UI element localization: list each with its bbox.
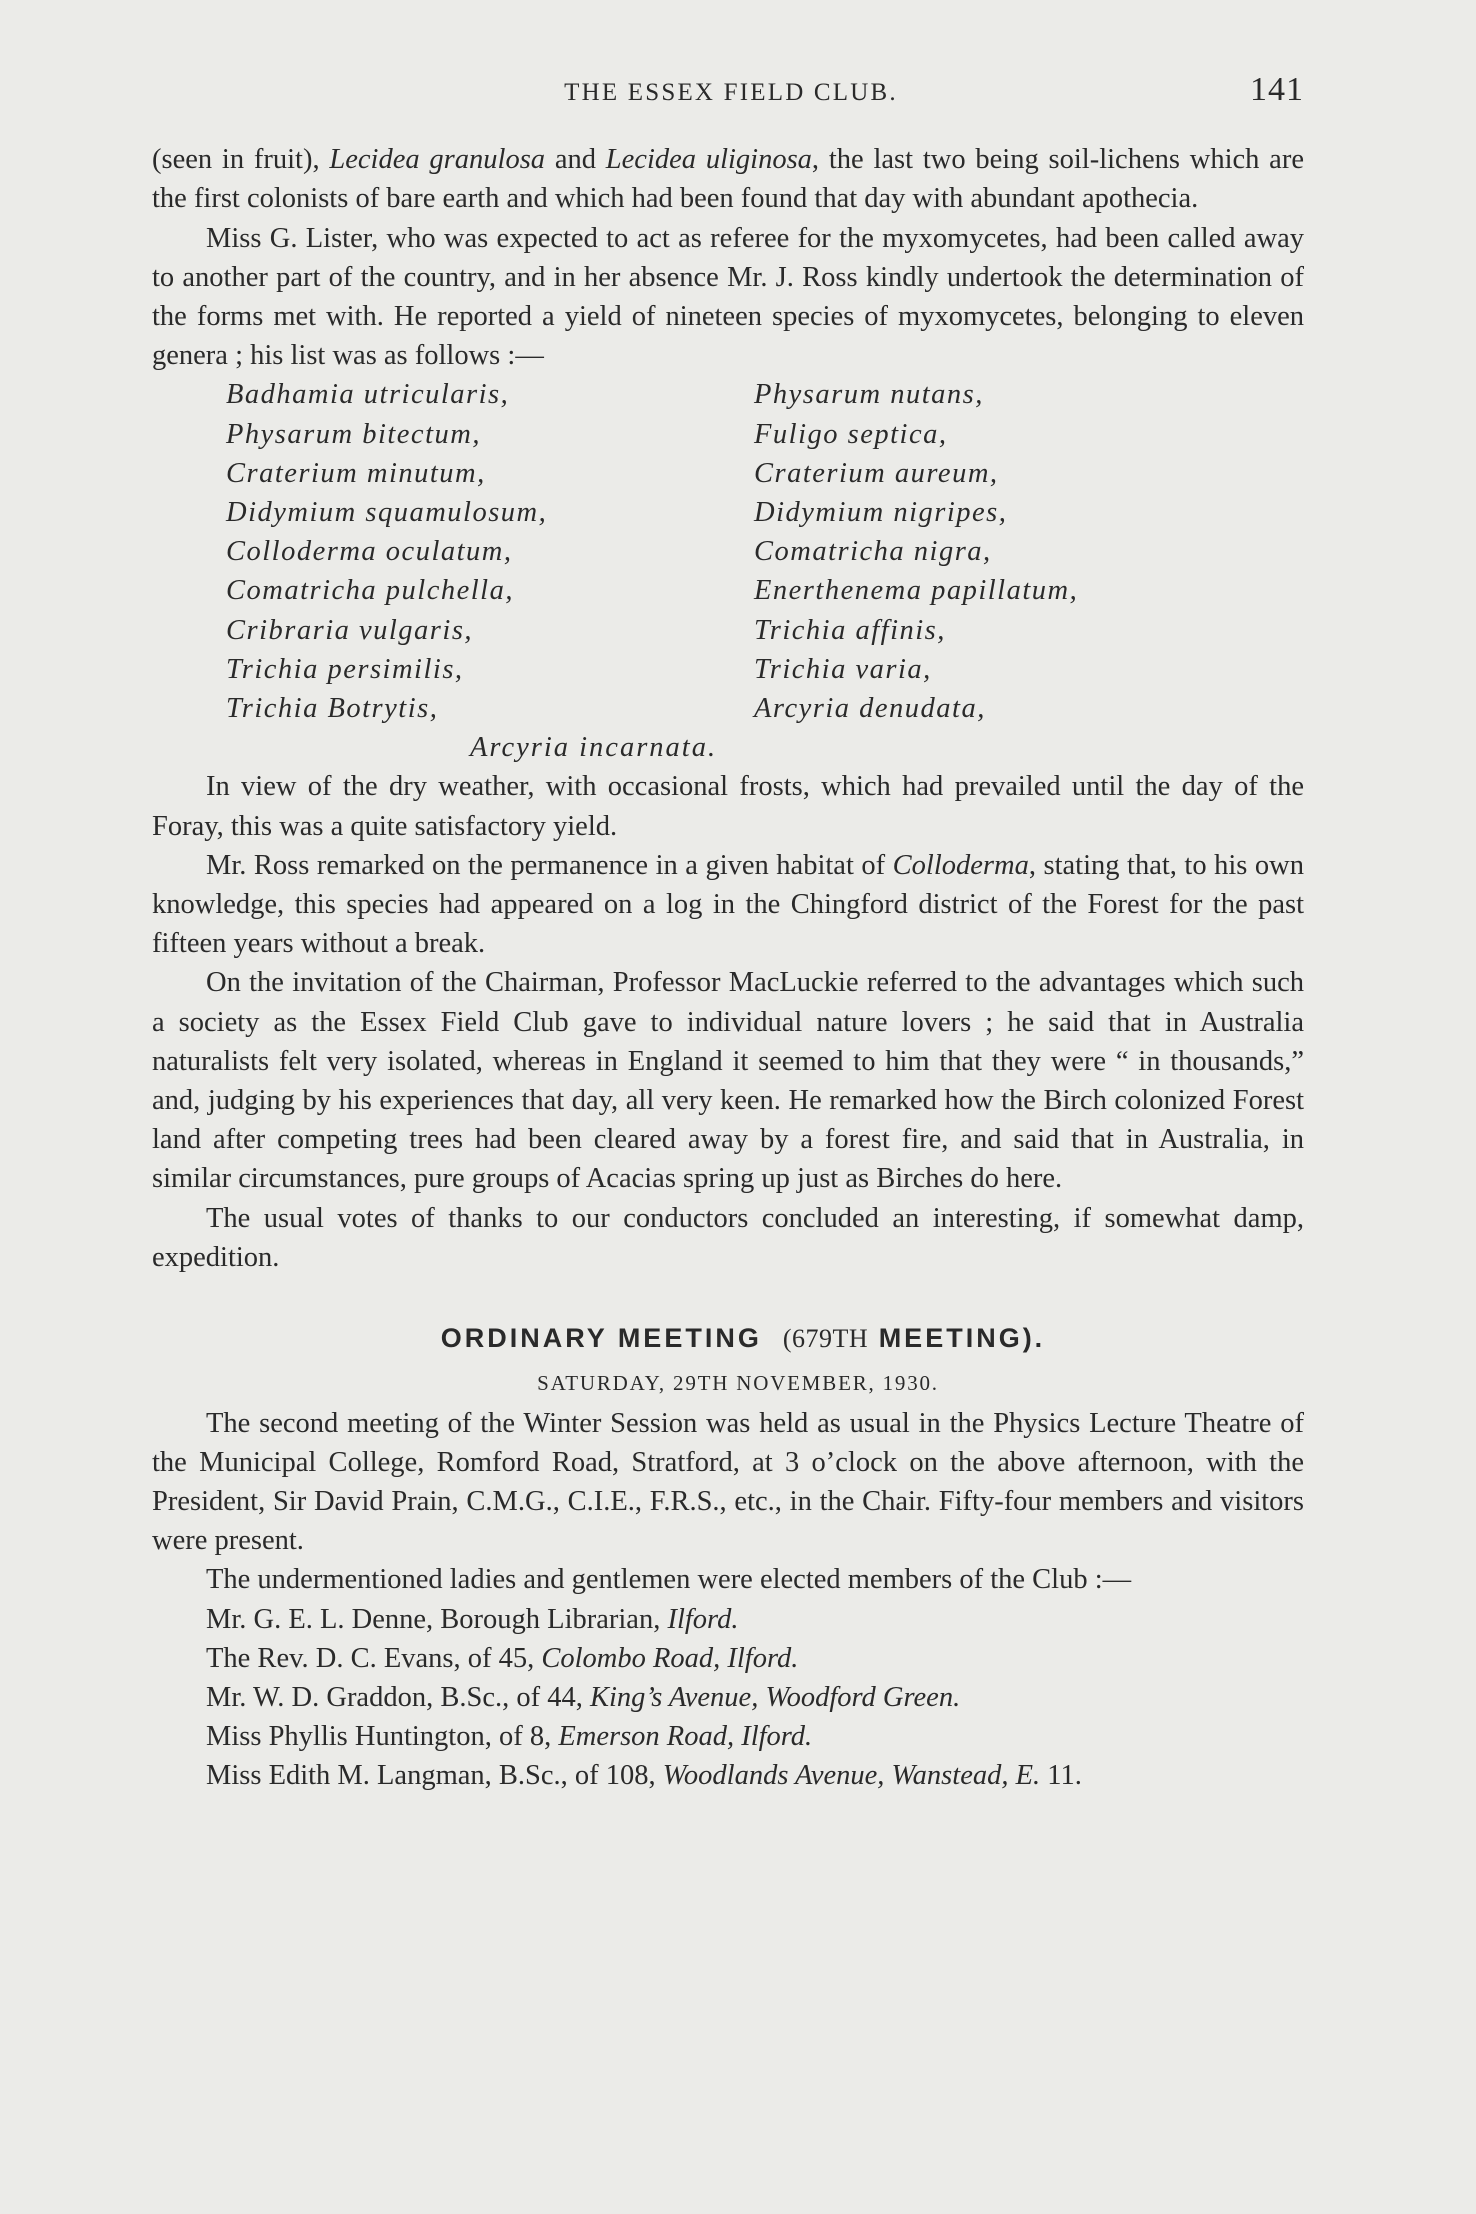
species-item: Trichia persimilis,	[226, 653, 464, 685]
member-entry: Miss Edith M. Langman, B.Sc., of 108, Woodlands Avenue, Wanstead, E. 11.	[206, 1760, 1082, 1792]
paragraph-colloderma: Mr. Ross remarked on the permanence in a given habitat of Colloderma, stating that, to his own knowledge, this species had appeared on a log in the Chingford district of the Forest for the past fifteen years without a break.	[152, 849, 1304, 960]
species-item: Trichia varia,	[754, 653, 932, 685]
species-item: Comatricha nigra,	[754, 536, 992, 568]
paragraph-myxomycetes-intro: Miss G. Lister, who was expected to act as referee for the myxomycetes, had been called away to another part of the country, and in her absence Mr. J. Ross kindly undertook the determination of the forms met with. He reported a yield of nineteen species of myxomycetes, belonging to eleven genera ; his list was as follows :—	[152, 222, 1304, 372]
member-entry: The Rev. D. C. Evans, of 45, Colombo Road, Ilford.	[206, 1642, 799, 1674]
member-entry: Mr. W. D. Graddon, B.Sc., of 44, King’s Avenue, Woodford Green.	[206, 1681, 961, 1713]
species-item: Physarum nutans,	[754, 379, 984, 411]
species-item: Enerthenema papillatum,	[754, 575, 1079, 607]
paragraph-lichens: (seen in fruit), Lecidea granulosa and Lecidea uliginosa, the last two being soil-lichens which are the first colonists of bare earth and which had been found that day with abundant apothecia.	[152, 144, 1304, 215]
species-list	[226, 375, 1304, 728]
species-item: Colloderma oculatum,	[226, 536, 513, 568]
meeting-date: SATURDAY, 29TH NOVEMBER, 1930.	[537, 1371, 939, 1396]
species-item: Craterium minutum,	[226, 457, 486, 489]
paragraph-meeting-details: The second meeting of the Winter Session was held as usual in the Physics Lecture Theatre of the Municipal College, Romford Road, Stratford, at 3 o’clock on the above afternoon, with the President, Sir David Prain, C.M.G., C.I.E., F.R.S., etc., in the Chair. Fifty-four members and visitors were present.	[152, 1407, 1304, 1557]
species-item: Didymium nigripes,	[754, 497, 1008, 529]
species-item: Cribraria vulgaris,	[226, 614, 474, 646]
meeting-heading: ORDINARY MEETING (679TH MEETING).	[440, 1323, 1046, 1354]
paragraph-new-members: The undermentioned ladies and gentlemen were elected members of the Club :—	[206, 1564, 1132, 1596]
species-item: Badhamia utricularis,	[226, 379, 510, 411]
species-item: Arcyria denudata,	[754, 693, 986, 725]
running-title: THE ESSEX FIELD CLUB.	[564, 79, 898, 106]
species-item: Trichia Botrytis,	[226, 693, 439, 725]
species-item: Comatricha pulchella,	[226, 575, 514, 607]
document-page	[152, 70, 1304, 1796]
species-item-last: Arcyria incarnata.	[470, 732, 718, 764]
member-entry: Miss Phyllis Huntington, of 8, Emerson Road, Ilford.	[206, 1721, 813, 1753]
page-number: 141	[1250, 71, 1304, 108]
paragraph-thanks: The usual votes of thanks to our conductors concluded an interesting, if somewhat damp, expedition.	[152, 1202, 1304, 1273]
species-item: Craterium aureum,	[754, 457, 999, 489]
paragraph-macluckie: On the invitation of the Chairman, Professor MacLuckie referred to the advantages which such a society as the Essex Field Club gave to individual nature lovers ; he said that in Australia naturalists felt very isolated, whereas in England it seemed to him that they were “ in thousands,” and, judging by his experiences that day, all very keen. He remarked how the Birch colonized Forest land after competing trees had been cleared away by a forest fire, and said that in Australia, in similar circumstances, pure groups of Acacias spring up just as Birches do here.	[152, 967, 1304, 1195]
species-item: Physarum bitectum,	[226, 418, 481, 450]
species-item: Didymium squamulosum,	[226, 497, 548, 529]
species-item: Fuligo septica,	[754, 418, 948, 450]
member-entry: Mr. G. E. L. Denne, Borough Librarian, Ilford.	[206, 1603, 739, 1635]
species-item: Trichia affinis,	[754, 614, 946, 646]
paragraph-yield: In view of the dry weather, with occasional frosts, which had prevailed until the day of the Foray, this was a quite satisfactory yield.	[152, 771, 1304, 842]
running-header	[152, 70, 1304, 112]
